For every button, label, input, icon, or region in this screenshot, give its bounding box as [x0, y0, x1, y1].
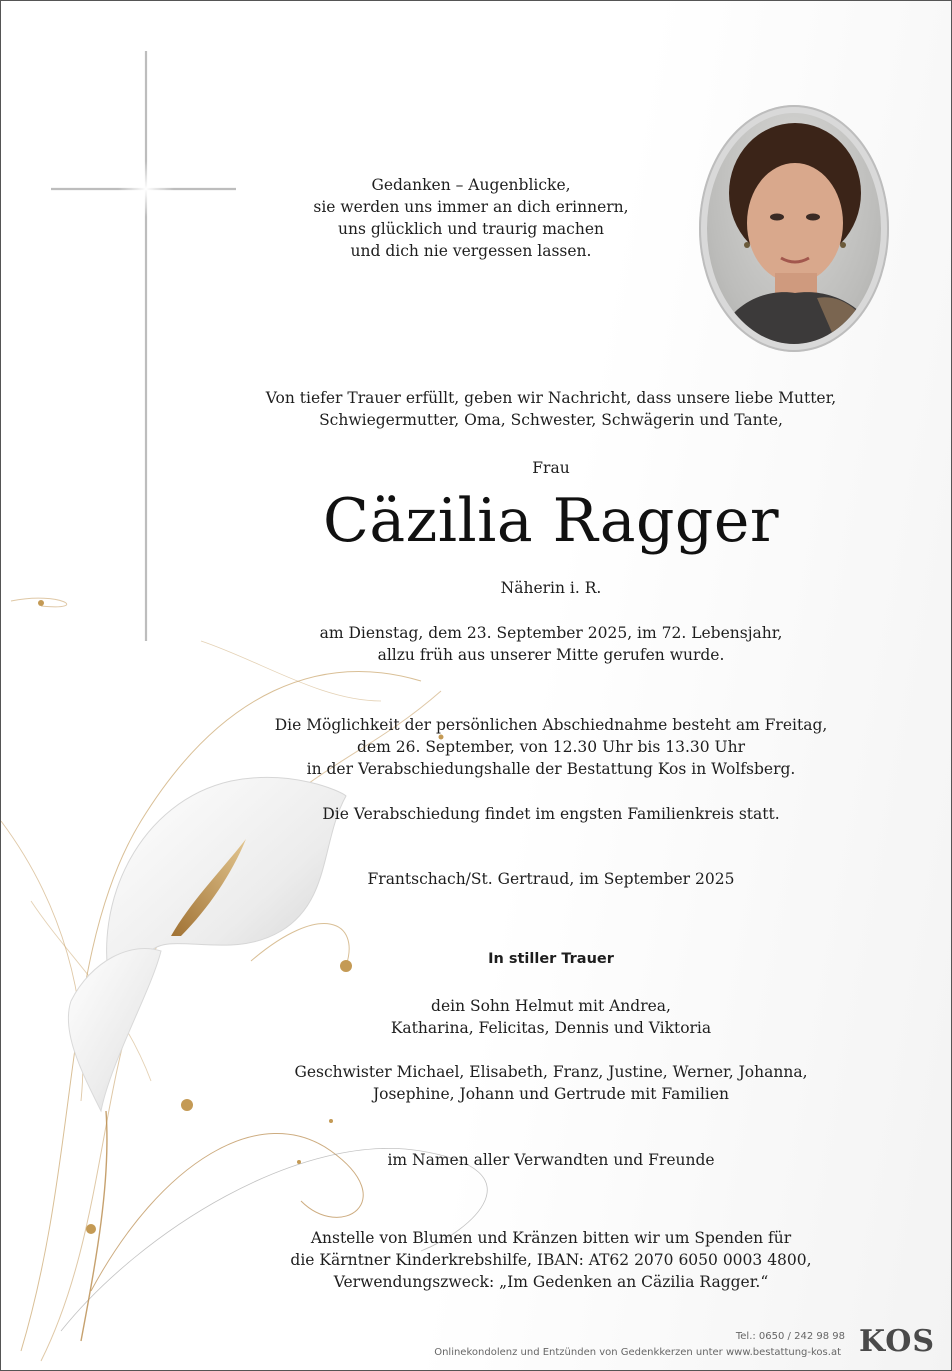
- quote-line: uns glücklich und traurig machen: [338, 220, 604, 238]
- online-condolence-note: Onlinekondolenz und Entzünden von Gedenkkerzen unter www.bestattung-kos.at: [434, 1347, 841, 1358]
- deceased-name: Cäzilia Ragger: [322, 486, 780, 556]
- farewell-line: Die Möglichkeit der persönlichen Abschiednahme besteht am Freitag,: [274, 716, 828, 734]
- death-line: am Dienstag, dem 23. September 2025, im 72. Lebensjahr,: [319, 624, 783, 642]
- cross-icon: [51, 51, 236, 641]
- memorial-quote: [291, 174, 651, 262]
- donation-line: Verwendungszweck: „Im Gedenken an Cäzilia Ragger.“: [333, 1273, 769, 1291]
- donation-line: die Kärntner Kinderkrebshilfe, IBAN: AT62 2070 6050 0003 4800,: [290, 1251, 812, 1269]
- phone-number: Tel.: 0650 / 242 98 98: [735, 1331, 845, 1342]
- donation-request: [231, 1227, 871, 1293]
- kos-logo: KOS: [859, 1324, 936, 1359]
- donation-line: Anstelle von Blumen und Kränzen bitten wir um Spenden für: [310, 1229, 792, 1247]
- private-ceremony-note: Die Verabschiedung findet im engsten Familienkreis statt.: [322, 805, 780, 823]
- relatives-friends: im Namen aller Verwandten und Freunde: [387, 1151, 715, 1169]
- family-line: Geschwister Michael, Elisabeth, Franz, Justine, Werner, Johanna,: [294, 1063, 808, 1081]
- mourners-heading: In stiller Trauer: [488, 951, 614, 967]
- quote-line: Gedanken – Augenblicke,: [371, 176, 571, 194]
- family-siblings: [231, 1061, 871, 1105]
- announcement-intro: [231, 387, 871, 431]
- quote-line: und dich nie vergessen lassen.: [350, 242, 592, 260]
- intro-line: Von tiefer Trauer erfüllt, geben wir Nachricht, dass unsere liebe Mutter,: [265, 389, 837, 407]
- occupation: Näherin i. R.: [500, 579, 602, 597]
- family-son: [231, 995, 871, 1039]
- family-line: Josephine, Johann und Gertrude mit Familien: [372, 1085, 730, 1103]
- intro-line: Schwiegermutter, Oma, Schwester, Schwägerin und Tante,: [319, 411, 783, 429]
- family-line: Katharina, Felicitas, Dennis und Viktoria: [390, 1019, 712, 1037]
- salutation: Frau: [532, 459, 570, 477]
- death-notice: [231, 622, 871, 666]
- farewell-details: [231, 714, 871, 780]
- family-line: dein Sohn Helmut mit Andrea,: [431, 997, 671, 1015]
- portrait-photo: [699, 105, 889, 352]
- place-date: Frantschach/St. Gertraud, im September 2025: [367, 870, 735, 888]
- farewell-line: dem 26. September, von 12.30 Uhr bis 13.30 Uhr: [357, 738, 745, 756]
- portrait-image: [707, 113, 881, 344]
- death-line: allzu früh aus unserer Mitte gerufen wurde.: [377, 646, 725, 664]
- farewell-line: in der Verabschiedungshalle der Bestattung Kos in Wolfsberg.: [306, 760, 796, 778]
- quote-line: sie werden uns immer an dich erinnern,: [313, 198, 629, 216]
